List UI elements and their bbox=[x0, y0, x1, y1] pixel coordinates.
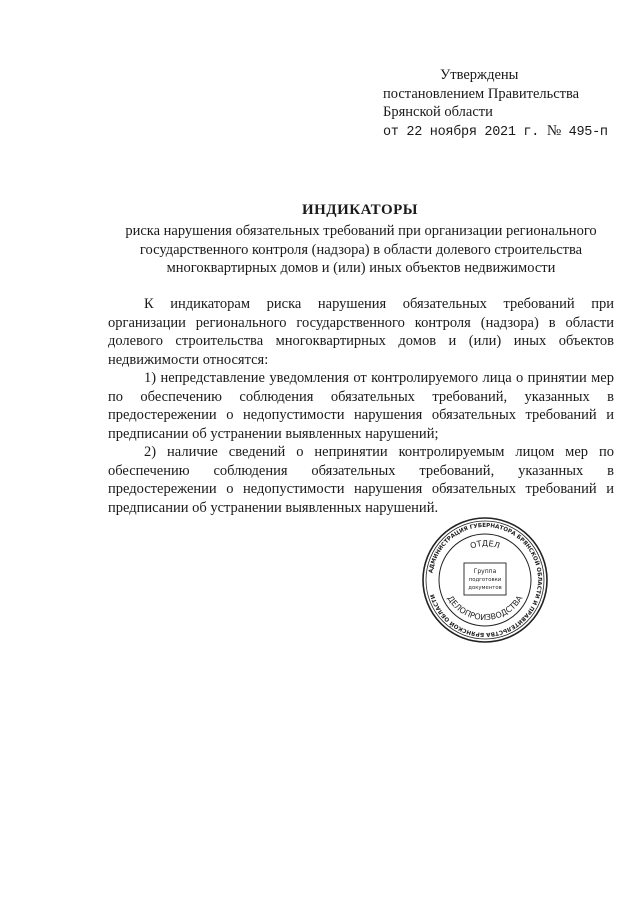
approval-line-approved: Утверждены bbox=[440, 67, 519, 83]
stamp-inner-bottom: ДЕЛОПРОИЗВОДСТВА bbox=[445, 594, 525, 623]
document-title: ИНДИКАТОРЫ bbox=[301, 202, 419, 218]
approval-block bbox=[383, 66, 608, 142]
list-item-1: 1) непредставление уведомления от контролируемого лица о принятии мер по обеспечению соблюдения обязательных требований, указанных в предостережении о недопустимости нарушения обязательных требований и предписании об устранении выявленных нарушений; bbox=[108, 370, 614, 442]
number-sign: № bbox=[546, 122, 561, 139]
official-seal-stamp bbox=[420, 515, 550, 645]
approval-line-resolution: постановлением Правительства bbox=[383, 85, 580, 102]
document-subtitle: риска нарушения обязательных требований при организации регионального государственного контроля (надзора) в области долевого строительства многоквартирных домов и (или) иных объектов недвижимости bbox=[125, 223, 597, 276]
approval-number: 495-п bbox=[568, 124, 608, 140]
document-body bbox=[108, 295, 614, 517]
stamp-outer-text: АДМИНИСТРАЦИЯ ГУБЕРНАТОРА БРЯНСКОЙ ОБЛАСТИ И ПРАВИТЕЛЬСТВА БРЯНСКОЙ ОБЛАСТИ bbox=[428, 522, 543, 638]
stamp-center-line-3: документов bbox=[468, 585, 502, 591]
stamp-center-line-1: Группа bbox=[473, 568, 497, 575]
list-item-2: 2) наличие сведений о непринятии контролируемым лицом мер по обеспечению соблюдения обязательных требований, указанных в предостережении о недопустимости нарушения обязательных требований и предписании об устранении выявленных нарушений. bbox=[108, 444, 614, 516]
stamp-center-line-2: подготовки bbox=[468, 577, 502, 583]
approval-line-date bbox=[383, 122, 608, 143]
approval-line-region: Брянской области bbox=[383, 104, 493, 120]
approval-date: от 22 ноября 2021 г. bbox=[383, 124, 540, 140]
stamp-inner-top: ОТДЕЛ bbox=[469, 538, 502, 551]
intro-paragraph: К индикаторам риска нарушения обязательных требований при организации регионального государственного контроля (надзора) в области долевого строительства многоквартирных домов и (или) иных объектов недвижимости относятся: bbox=[108, 296, 614, 368]
